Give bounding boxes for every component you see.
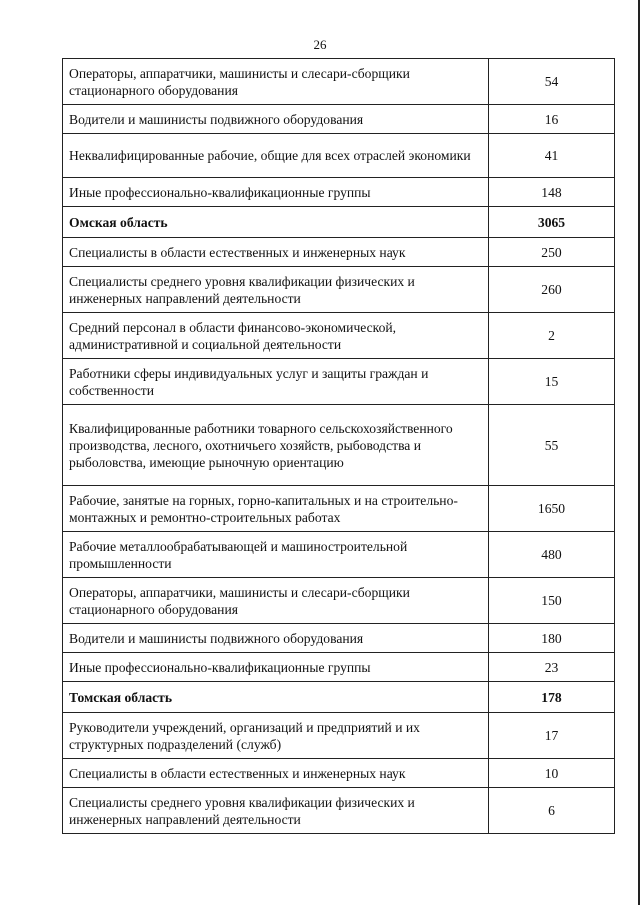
occupation-label: Операторы, аппаратчики, машинисты и слесари-сборщики стационарного оборудования	[63, 578, 489, 624]
table-row	[63, 405, 615, 486]
occupation-count: 17	[489, 713, 615, 759]
region-row	[63, 207, 615, 238]
occupation-label: Рабочие, занятые на горных, горно-капитальных и на строительно-монтажных и ремонтно-строительных работах	[63, 486, 489, 532]
occupation-count: 15	[489, 359, 615, 405]
table-row	[63, 359, 615, 405]
region-row	[63, 682, 615, 713]
occupation-table	[62, 58, 615, 834]
table-row	[63, 759, 615, 788]
occupation-count: 180	[489, 624, 615, 653]
table-row	[63, 788, 615, 834]
occupation-table-body	[63, 59, 615, 834]
occupation-label: Средний персонал в области финансово-экономической, административной и социальной деятельности	[63, 313, 489, 359]
occupation-label: Специалисты в области естественных и инженерных наук	[63, 238, 489, 267]
occupation-label: Водители и машинисты подвижного оборудования	[63, 624, 489, 653]
occupation-count: 41	[489, 134, 615, 178]
occupation-count: 3065	[489, 207, 615, 238]
occupation-count: 148	[489, 178, 615, 207]
occupation-count: 10	[489, 759, 615, 788]
occupation-label: Специалисты среднего уровня квалификации физических и инженерных направлений деятельности	[63, 267, 489, 313]
occupation-label: Руководители учреждений, организаций и предприятий и их структурных подразделений (служб)	[63, 713, 489, 759]
table-row	[63, 238, 615, 267]
occupation-label: Иные профессионально-квалификационные группы	[63, 653, 489, 682]
occupation-count: 6	[489, 788, 615, 834]
occupation-count: 16	[489, 105, 615, 134]
occupation-count: 1650	[489, 486, 615, 532]
occupation-label: Омская область	[63, 207, 489, 238]
occupation-label: Специалисты среднего уровня квалификации физических и инженерных направлений деятельности	[63, 788, 489, 834]
table-row	[63, 532, 615, 578]
occupation-label: Неквалифицированные рабочие, общие для всех отраслей экономики	[63, 134, 489, 178]
occupation-count: 54	[489, 59, 615, 105]
table-row	[63, 134, 615, 178]
table-row	[63, 578, 615, 624]
occupation-label: Работники сферы индивидуальных услуг и защиты граждан и собственности	[63, 359, 489, 405]
occupation-count: 260	[489, 267, 615, 313]
occupation-label: Иные профессионально-квалификационные группы	[63, 178, 489, 207]
occupation-count: 250	[489, 238, 615, 267]
occupation-count: 178	[489, 682, 615, 713]
occupation-count: 150	[489, 578, 615, 624]
occupation-label: Водители и машинисты подвижного оборудования	[63, 105, 489, 134]
table-row	[63, 178, 615, 207]
table-row	[63, 624, 615, 653]
occupation-label: Специалисты в области естественных и инженерных наук	[63, 759, 489, 788]
occupation-count: 55	[489, 405, 615, 486]
occupation-count: 480	[489, 532, 615, 578]
table-row	[63, 713, 615, 759]
table-row	[63, 267, 615, 313]
occupation-label: Квалифицированные работники товарного сельскохозяйственного производства, лесного, охотничьего хозяйств, рыбоводства и рыболовства, имеющие рыночную ориентацию	[63, 405, 489, 486]
table-row	[63, 486, 615, 532]
table-row	[63, 105, 615, 134]
table-row	[63, 653, 615, 682]
table-row	[63, 313, 615, 359]
page-number: 26	[313, 37, 327, 52]
occupation-count: 23	[489, 653, 615, 682]
occupation-count: 2	[489, 313, 615, 359]
occupation-label: Томская область	[63, 682, 489, 713]
occupation-label: Рабочие металлообрабатывающей и машиностроительной промышленности	[63, 532, 489, 578]
occupation-label: Операторы, аппаратчики, машинисты и слесари-сборщики стационарного оборудования	[63, 59, 489, 105]
table-row	[63, 59, 615, 105]
